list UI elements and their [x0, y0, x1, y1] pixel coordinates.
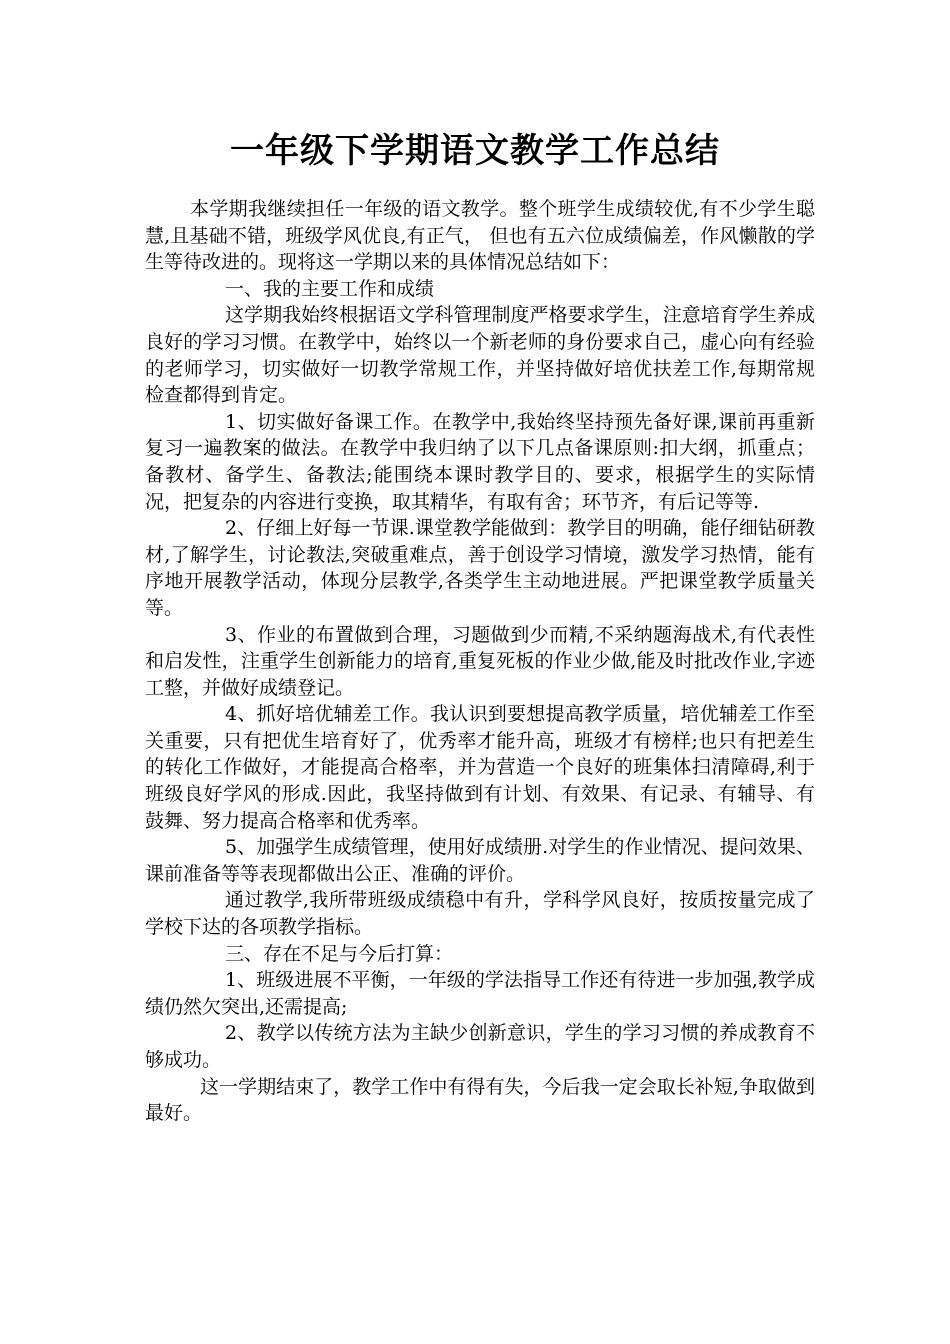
body-paragraph: 5、加强学生成绩管理，使用好成绩册.对学生的作业情况、提问效果、课前准备等等表现都做出公正、准确的评价。 [145, 836, 815, 885]
intro-paragraph: 本学期我继续担任一年级的语文教学。整个班学生成绩较优,有不少学生聪慧,且基础不错，班级学风优良,有正气， 但也有五六位成绩偏差，作风懒散的学生等待改进的。现将这一学期以来的具体情况总结如下： [145, 198, 815, 274]
body-paragraph: 1、切实做好备课工作。在教学中,我始终坚持预先备好课,课前再重新复习一遍教案的做法。在教学中我归纳了以下几点备课原则:扣大纲，抓重点；备教材、备学生、备教法;能围绕本课时教学目的、要求，根据学生的实际情况，把复杂的内容进行变换，取其精华，有取有舍；环节齐，有后记等等. [145, 410, 815, 513]
body-paragraph: 这学期我始终根据语文学科管理制度严格要求学生，注意培育学生养成良好的学习习惯。在教学中，始终以一个新老师的身份要求自己，虚心向有经验的老师学习，切实做好一切教学常规工作，并坚持做好培优扶差工作,每期常规检查都得到肯定。 [145, 304, 815, 407]
body-paragraph: 3、作业的布置做到合理，习题做到少而精,不采纳题海战术,有代表性和启发性，注重学生创新能力的培育,重复死板的作业少做,能及时批改作业,字迹工整，并做好成绩登记。 [145, 623, 815, 699]
body-paragraph: 2、教学以传统方法为主缺少创新意识，学生的学习习惯的养成教育不够成功。 [145, 1022, 815, 1071]
body-paragraph: 通过教学,我所带班级成绩稳中有升，学科学风良好，按质按量完成了学校下达的各项教学指标。 [145, 889, 815, 939]
document-body [145, 196, 815, 1127]
section-heading-shortcomings: 三、存在不足与今后打算： [225, 942, 454, 965]
document-title: 一年级下学期语文教学工作总结 [230, 131, 720, 171]
body-paragraph: 1、班级进展不平衡，一年级的学法指导工作还有待进一步加强,教学成绩仍然欠突出,还需提高; [145, 969, 815, 1018]
section-heading-main-work: 一、我的主要工作和成绩 [225, 277, 435, 300]
body-paragraph: 4、抓好培优辅差工作。我认识到要想提高教学质量，培优辅差工作至关重要，只有把优生培育好了，优秀率才能升高，班级才有榜样;也只有把差生的转化工作做好，才能提高合格率，并为营造一个良好的班集体扫清障碍,利于班级良好学风的形成.因此，我坚持做到有计划、有效果、有记录、有辅导、有鼓舞、努力提高合格率和优秀率。 [145, 703, 815, 832]
closing-paragraph: 这一学期结束了，教学工作中有得有失，今后我一定会取长补短,争取做到最好。 [145, 1075, 815, 1125]
body-paragraph: 2、仔细上好每一节课.课堂教学能做到：教学目的明确，能仔细钻研教材,了解学生，讨论教法,突破重难点，善于创设学习情境，激发学习热情，能有序地开展教学活动，体现分层教学,各类学生主动地进展。严把课堂教学质量关等。 [145, 517, 815, 619]
